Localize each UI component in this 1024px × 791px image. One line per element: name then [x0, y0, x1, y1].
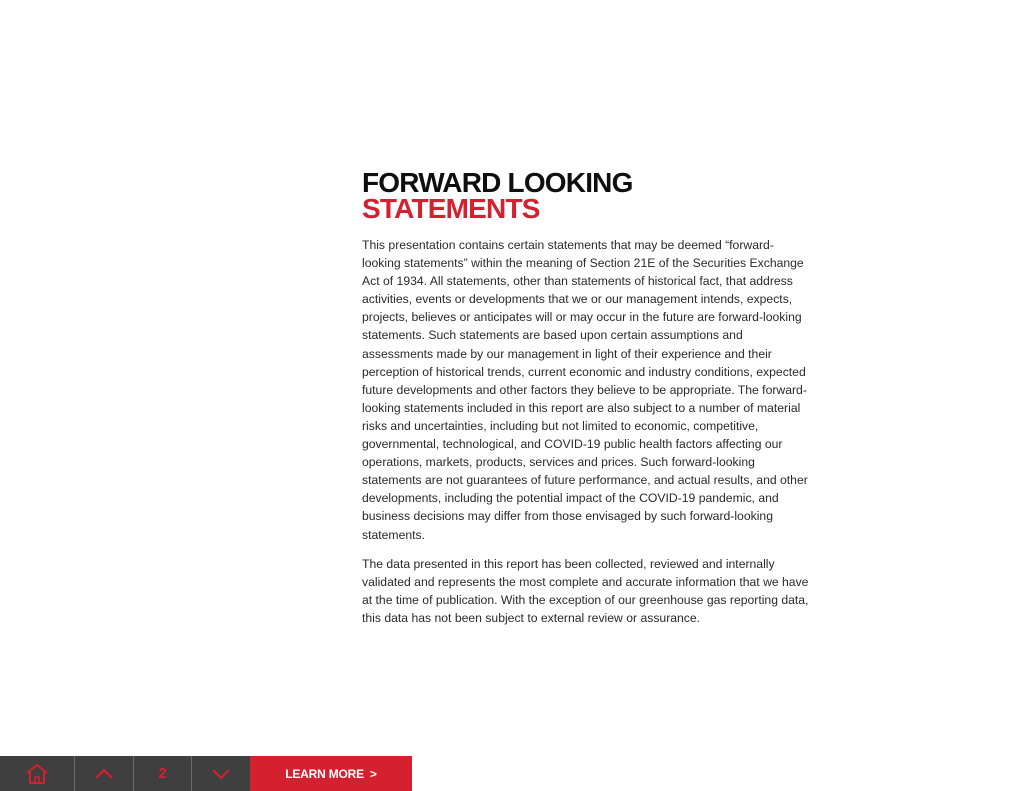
home-button[interactable] — [0, 756, 75, 791]
previous-page-button[interactable] — [75, 756, 134, 791]
home-icon — [25, 763, 49, 785]
title-line-1: FORWARD LOOKING — [362, 167, 633, 198]
bottom-nav-bar — [0, 756, 412, 791]
chevron-right-icon: > — [369, 766, 377, 781]
title-line-2: STATEMENTS — [362, 193, 540, 224]
chevron-up-icon — [94, 768, 114, 780]
chevron-down-icon — [211, 768, 231, 780]
learn-more-label: LEARN MORE — [285, 766, 364, 781]
disclaimer-paragraph-2: The data presented in this report has been collected, reviewed and internally validated and represents the most complete and accurate information that we have at the time of publication. With the exception of our greenhouse gas reporting data, this data has not been subject to external review or assurance. — [362, 556, 809, 625]
forward-looking-section — [362, 167, 812, 627]
page-number: 2 — [134, 756, 192, 791]
page-title — [362, 167, 812, 224]
disclaimer-paragraph-1: This presentation contains certain statements that may be deemed “forward-looking statements” within the meaning of Section 21E of the Securities Exchange Act of 1934. All statements, other than statements of historical fact, that address activities, events or developments that we or our management intends, expects, projects, believes or anticipates will or may occur in the future are forward-looking statements. Such statements are based upon certain assumptions and assessments made by our management in light of their experience and their perception of historical trends, current economic and industry conditions, expected future developments and other factors they believe to be appropriate. The forward-looking statements included in this report are also subject to a number of material risks and uncertainties, including but not limited to economic, competitive, governmental, technological, and COVID-19 public health factors affecting our operations, markets, products, services and prices. Such forward-looking statements are not guarantees of future performance, and actual results, and other developments, including the potential impact of the COVID-19 pandemic, and business decisions may differ from those envisaged by such forward-looking statements. — [362, 238, 808, 542]
next-page-button[interactable] — [192, 756, 250, 791]
learn-more-button[interactable] — [250, 756, 412, 791]
